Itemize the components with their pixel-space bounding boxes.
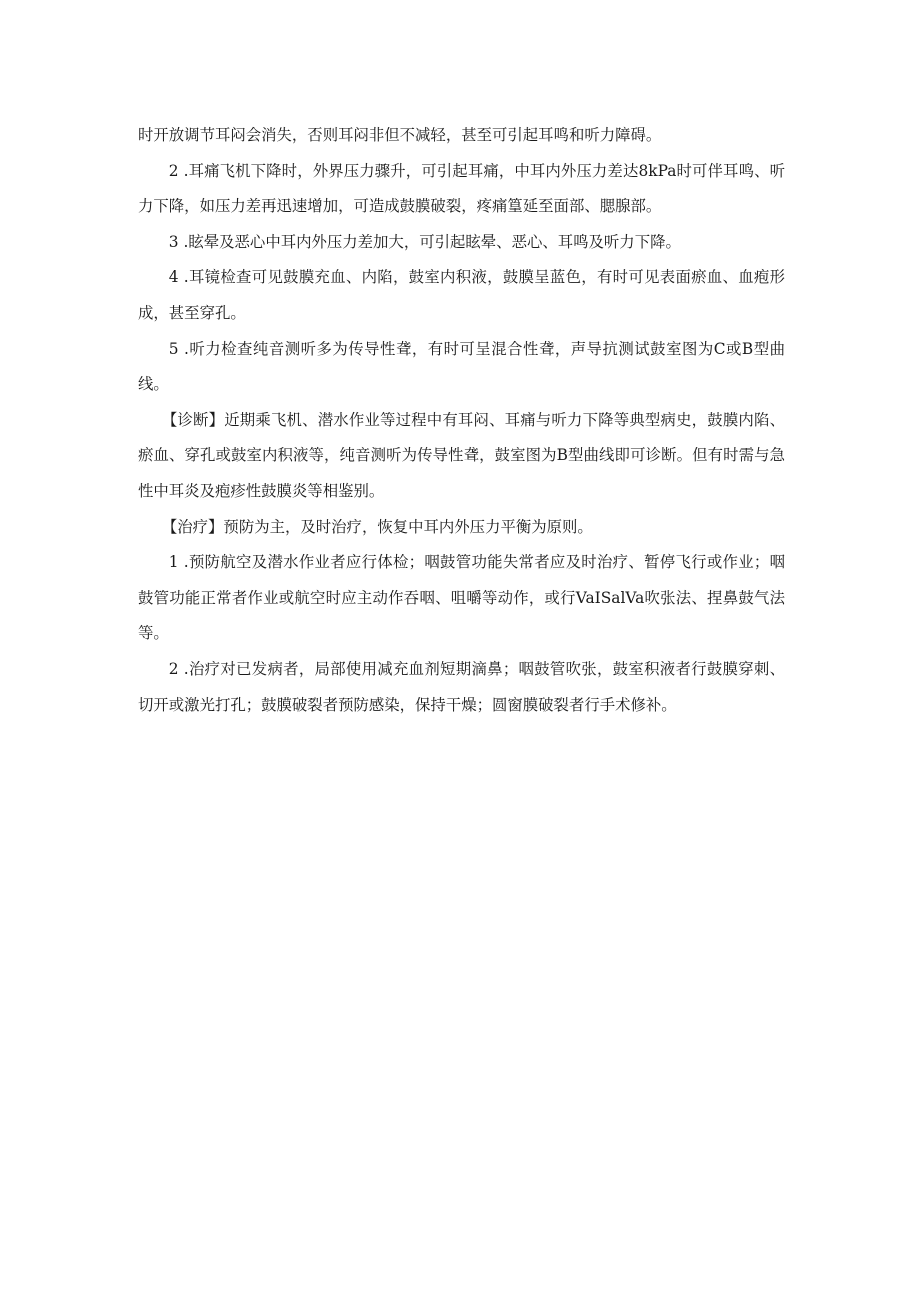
paragraph-treatment: 【治疗】预防为主，及时治疗，恢复中耳内外压力平衡为原则。 [161,517,593,536]
paragraph-treatment-item-2-therapy: 2 .治疗对已发病者，局部使用减充血剂短期滴鼻；咽鼓管吹张，鼓室积液者行鼓膜穿刺、切开或激光打孔；鼓膜破裂者预防感染，保持干燥；圆窗膜破裂者行手术修补。 [138,659,785,714]
paragraph-item-5-hearing-test: 5 .听力检查纯音测听多为传导性聋，有时可呈混合性聋，声导抗测试鼓室图为C或B型曲线。 [138,339,785,394]
paragraph-continuation: 时开放调节耳闷会消失，否则耳闷非但不减轻，甚至可引起耳鸣和听力障碍。 [138,126,662,144]
paragraph-item-2-ear-pain: 2 .耳痛飞机下降时，外界压力骤升，可引起耳痛，中耳内外压力差达8kPa时可伴耳鸣、听力下降，如压力差再迅速增加，可造成鼓膜破裂，疼痛篁延至面部、腮腺部。 [138,161,785,216]
paragraph-item-4-otoscopy: 4 .耳镜检查可见鼓膜充血、内陷，鼓室内积液，鼓膜呈蓝色，有时可见表面瘀血、血疱形成，甚至穿孔。 [138,268,785,322]
paragraph-item-3-vertigo: 3 .眩晕及恶心中耳内外压力差加大，可引起眩晕、恶心、耳鸣及听力下降。 [168,232,681,251]
document-body [138,118,785,723]
paragraph-diagnosis: 【诊断】近期乘飞机、潜水作业等过程中有耳闷、耳痛与听力下降等典型病史，鼓膜内陷、瘀血、穿孔或鼓室内积液等，纯音测听为传导性聋，鼓室图为B型曲线即可诊断。但有时需与急性中耳炎及疱疹性鼓膜炎等相鉴别。 [138,410,785,500]
paragraph-treatment-item-1-prevention: 1 .预防航空及潜水作业者应行体检；咽鼓管功能失常者应及时治疗、暂停飞行或作业；咽鼓管功能正常者作业或航空时应主动作吞咽、咀嚼等动作，或行VaISalVa吹张法、捏鼻鼓气法等。 [138,553,785,643]
